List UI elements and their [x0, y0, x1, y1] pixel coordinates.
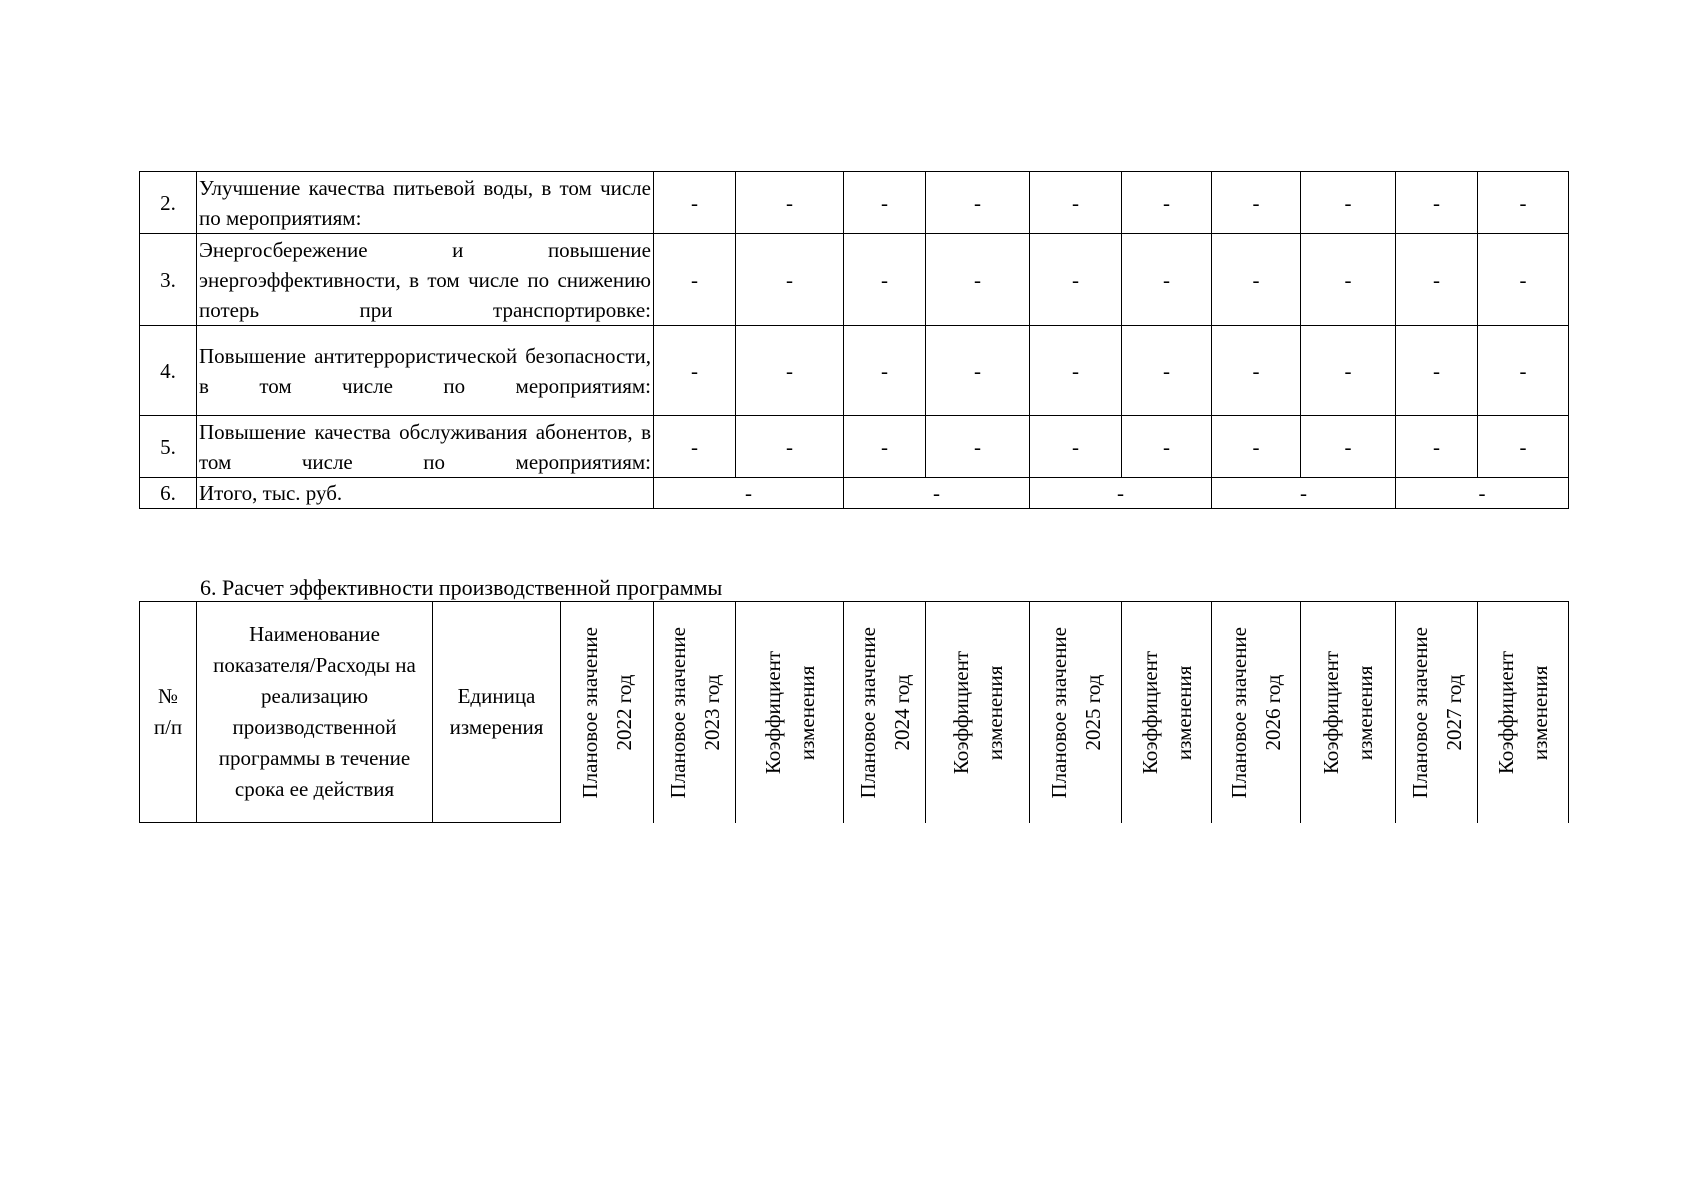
- value-cell: -: [736, 172, 844, 234]
- header-column-line: Плановое значение: [1227, 626, 1251, 798]
- row-number: 3.: [140, 234, 197, 326]
- row-name: Повышение качества обслуживания абонентов, в том числе по мероприятиям:: [197, 416, 654, 478]
- value-cell: -: [1030, 234, 1122, 326]
- header-column-line: изменения: [1353, 664, 1377, 760]
- value-cell: -: [1030, 416, 1122, 478]
- header-column-line: Плановое значение: [855, 626, 880, 798]
- value-cell: -: [1301, 416, 1396, 478]
- row-number: 4.: [140, 326, 197, 416]
- table-row: [140, 234, 1569, 326]
- program-expenses-table: [139, 171, 1569, 509]
- header-column: [1396, 602, 1478, 823]
- value-cell: -: [1212, 234, 1301, 326]
- value-cell: -: [1212, 326, 1301, 416]
- header-column: [1301, 602, 1396, 823]
- header-column-line: Плановое значение: [1407, 626, 1432, 798]
- header-column-label: [573, 627, 641, 799]
- header-num: № п/п: [140, 602, 197, 823]
- header-column-line: Коэффициент: [760, 650, 785, 774]
- value-cell: -: [654, 326, 736, 416]
- total-value-cell: -: [1030, 478, 1212, 509]
- header-column: [1212, 602, 1301, 823]
- total-value-cell: -: [844, 478, 1030, 509]
- value-cell: -: [1122, 172, 1212, 234]
- header-column-line: Коэффициент: [1319, 650, 1343, 774]
- total-value-cell: -: [1396, 478, 1569, 509]
- row-name: Повышение антитеррористической безопасности, в том числе по мероприятиям:: [197, 326, 654, 416]
- header-column-label: [1133, 651, 1201, 774]
- value-cell: -: [1122, 416, 1212, 478]
- value-cell: -: [1301, 234, 1396, 326]
- header-column-line: Коэффициент: [1137, 650, 1162, 774]
- value-cell: -: [926, 234, 1030, 326]
- value-cell: -: [1396, 416, 1478, 478]
- header-column-line: изменения: [1171, 664, 1196, 760]
- value-cell: -: [926, 416, 1030, 478]
- value-cell: -: [1122, 234, 1212, 326]
- header-column-label: [1042, 627, 1110, 799]
- header-column-label: [1222, 627, 1290, 799]
- header-column-label: [944, 651, 1012, 774]
- value-cell: -: [736, 326, 844, 416]
- row-name: Энергосбережение и повышение энергоэффективности, в том числе по снижению потерь при транспортировке:: [197, 234, 654, 326]
- value-cell: -: [654, 172, 736, 234]
- header-column-label: [1489, 651, 1557, 774]
- table-row: [140, 326, 1569, 416]
- header-column-line: 2024 год: [889, 674, 914, 751]
- header-column: [736, 602, 844, 823]
- value-cell: -: [1396, 326, 1478, 416]
- header-column-line: 2022 год: [612, 674, 636, 751]
- value-cell: -: [844, 234, 926, 326]
- header-column-line: изменения: [982, 664, 1007, 760]
- header-column: [926, 602, 1030, 823]
- value-cell: -: [844, 172, 926, 234]
- header-column-line: Коэффициент: [1494, 650, 1518, 774]
- header-column-label: [851, 627, 919, 799]
- header-column: [561, 602, 654, 823]
- row-name: Улучшение качества питьевой воды, в том числе по мероприятиям:: [197, 172, 654, 234]
- value-cell: -: [1030, 326, 1122, 416]
- table-row: [140, 416, 1569, 478]
- value-cell: -: [1478, 326, 1569, 416]
- row-number: 2.: [140, 172, 197, 234]
- header-column-line: Плановое значение: [665, 626, 690, 798]
- value-cell: -: [654, 234, 736, 326]
- value-cell: -: [1301, 172, 1396, 234]
- header-column-line: 2027 год: [1441, 674, 1466, 751]
- header-column: [1478, 602, 1569, 823]
- header-column: [654, 602, 736, 823]
- value-cell: -: [1030, 172, 1122, 234]
- header-column: [1122, 602, 1212, 823]
- section-title: 6. Расчет эффективности производственной программы: [200, 575, 723, 600]
- value-cell: -: [1212, 172, 1301, 234]
- header-column: [844, 602, 926, 823]
- header-column-line: 2023 год: [699, 674, 724, 751]
- efficiency-table-header-row: [140, 602, 1569, 823]
- total-row: [140, 478, 1569, 509]
- value-cell: -: [1396, 234, 1478, 326]
- header-column-line: 2025 год: [1080, 674, 1105, 751]
- value-cell: -: [654, 416, 736, 478]
- row-number: 5.: [140, 416, 197, 478]
- value-cell: -: [1396, 172, 1478, 234]
- value-cell: -: [844, 326, 926, 416]
- value-cell: -: [736, 234, 844, 326]
- value-cell: -: [1478, 416, 1569, 478]
- header-column-label: [1403, 627, 1471, 799]
- header-unit: Единица измерения: [433, 602, 561, 823]
- total-value-cell: -: [1212, 478, 1396, 509]
- value-cell: -: [1478, 234, 1569, 326]
- efficiency-table: [139, 601, 1569, 823]
- value-cell: -: [1301, 326, 1396, 416]
- value-cell: -: [844, 416, 926, 478]
- total-number: 6.: [140, 478, 197, 509]
- header-column: [1030, 602, 1122, 823]
- table-row: [140, 172, 1569, 234]
- total-label: Итого, тыс. руб.: [197, 478, 654, 509]
- header-column-line: 2026 год: [1261, 674, 1285, 751]
- header-column-line: Плановое значение: [578, 626, 602, 798]
- header-column-line: Плановое значение: [1046, 626, 1071, 798]
- header-column-label: [1314, 651, 1382, 774]
- header-column-line: изменения: [794, 664, 819, 760]
- value-cell: -: [736, 416, 844, 478]
- value-cell: -: [926, 326, 1030, 416]
- value-cell: -: [1122, 326, 1212, 416]
- header-column-line: Коэффициент: [948, 650, 973, 774]
- value-cell: -: [926, 172, 1030, 234]
- value-cell: -: [1212, 416, 1301, 478]
- total-value-cell: -: [654, 478, 844, 509]
- header-column-label: [661, 627, 729, 799]
- header-column-label: [756, 651, 824, 774]
- header-indicator-name: Наименование показателя/Расходы на реализацию производственной программы в течение срока ее действия: [197, 602, 433, 823]
- header-column-line: изменения: [1528, 664, 1552, 760]
- value-cell: -: [1478, 172, 1569, 234]
